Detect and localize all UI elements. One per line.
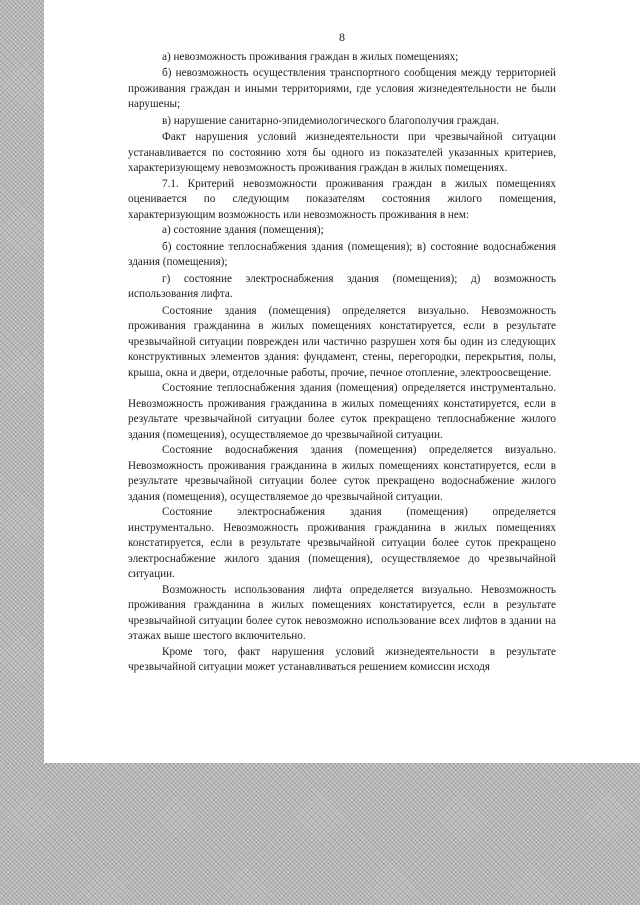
paragraph-11: Состояние водоснабжения здания (помещения) определяется визуально. Невозможность проживания гражданина в жилых помещениях констатируется, если в результате чрезвычайной ситуации более суток прекращено водоснабжение жилого здания (помещения), осуществляемое до чрезвычайной ситуации.	[128, 444, 556, 503]
paragraph-6: а) состояние здания (помещения);	[162, 224, 324, 236]
paragraph-5: 7.1. Критерий невозможности проживания граждан в жилых помещениях оценивается по следующим показателям состояния жилого помещения, характеризующим возможность или невозможность проживания в нем:	[128, 177, 556, 221]
paragraph-14: Кроме того, факт нарушения условий жизнедеятельности в результате чрезвычайной ситуации может устанавливаться решением комиссии исходя	[128, 645, 556, 673]
paragraph-4: Факт нарушения условий жизнедеятельности при чрезвычайной ситуации устанавливается по состоянию хотя бы одного из показателей указанных критериев, характеризующему невозможность проживания граждан в жилых помещениях.	[128, 131, 556, 174]
document-page	[128, 30, 556, 676]
page-number: 8	[339, 30, 345, 44]
paragraph-12: Состояние электроснабжения здания (помещения) определяется инструментально. Невозможность проживания гражданина в жилых помещениях констатируется, если в результате чрезвычайной ситуации более суток прекращено электроснабжение жилого здания (помещения), осуществляемое до чрезвычайной ситуации.	[128, 506, 556, 580]
paragraph-10: Состояние теплоснабжения здания (помещения) определяется инструментально. Невозможность проживания гражданина в жилых помещениях констатируется, если в результате чрезвычайной ситуации более суток прекращено теплоснабжение жилого здания (помещения), осуществляемое до чрезвычайной ситуации.	[128, 382, 556, 441]
paragraph-1: а) невозможность проживания граждан в жилых помещениях;	[162, 50, 459, 63]
paragraph-3: в) нарушение санитарно-эпидемиологического благополучия граждан.	[162, 114, 500, 127]
paragraph-13: Возможность использования лифта определяется визуально. Невозможность проживания гражданина в жилых помещениях констатируется, если в результате чрезвычайной ситуации более суток невозможно использование всех лифтов в здании на этажах выше шестого включительно.	[128, 583, 556, 642]
paragraph-9: Состояние здания (помещения) определяется визуально. Невозможность проживания гражданина в жилых помещениях констатируется, если в результате чрезвычайной ситуации поврежден или частично разрушен хотя бы один из следующих конструктивных элементов здания: фундамент, стены, перегородки, перекрытия, полы, крыша, окна и двери, отделочные работы, прочие, печное отопление, электроосвещение.	[128, 304, 556, 379]
paragraph-8: г) состояние электроснабжения здания (помещения); д) возможность использования лифта.	[128, 272, 556, 300]
scan-border-bottom	[0, 763, 640, 905]
paragraph-7: б) состояние теплоснабжения здания (помещения); в) состояние водоснабжения здания (помещения);	[128, 240, 556, 268]
paragraph-2: б) невозможность осуществления транспортного сообщения между территорией проживания граждан и иными территориями, где условия жизнедеятельности не были нарушены;	[128, 67, 556, 110]
